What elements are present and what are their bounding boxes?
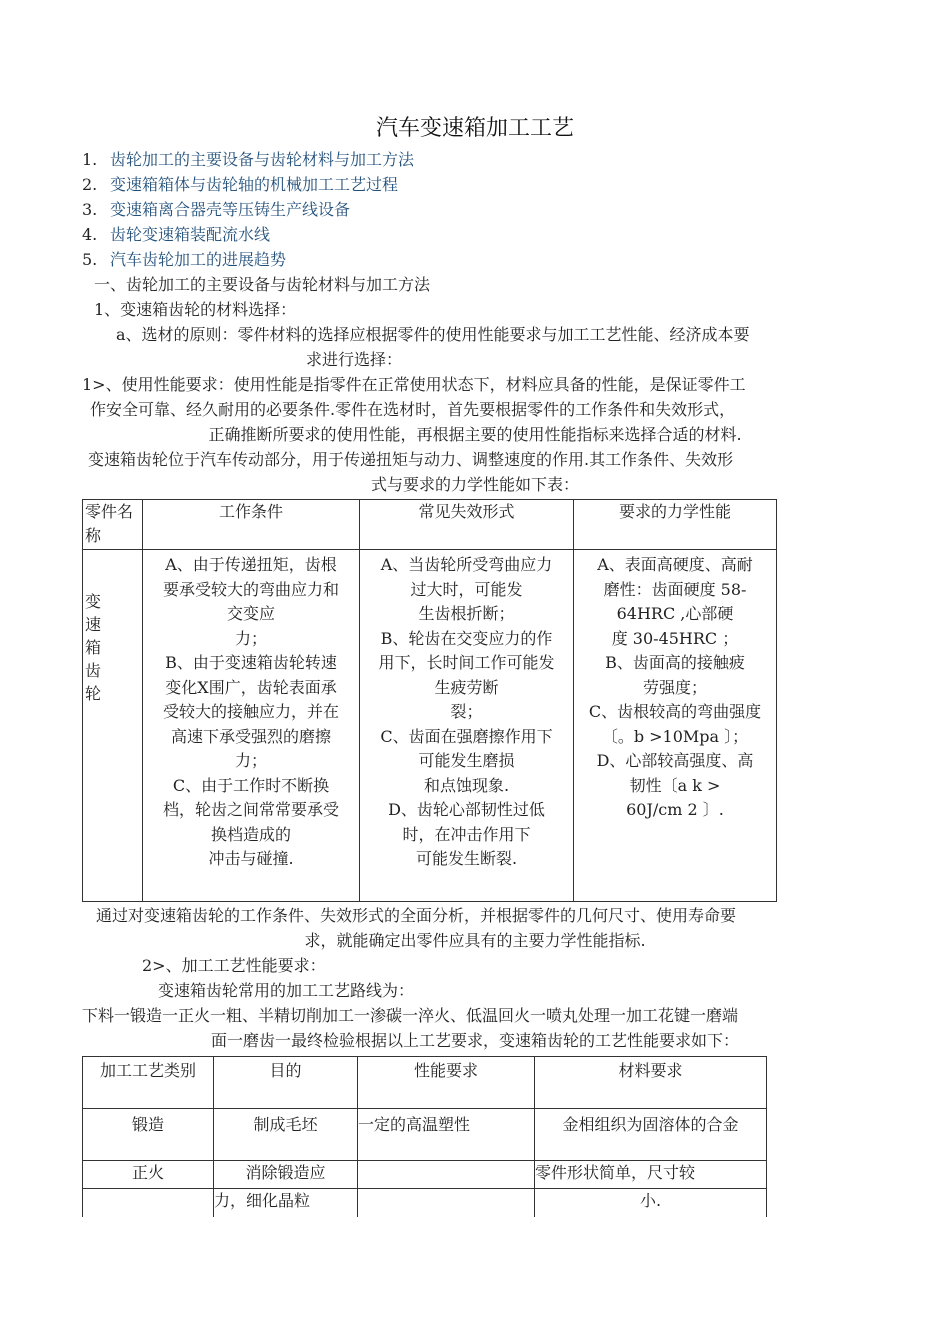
header-process-category: 加工工艺类别 [83,1057,214,1109]
cell-process-category: 锻造 [83,1109,214,1161]
header-performance: 性能要求 [358,1057,535,1109]
cell-material: 金相组织为固溶体的合金 [535,1109,767,1161]
table-header-row [83,1057,767,1109]
table-row [83,1189,767,1217]
table-row [83,550,777,902]
properties-cell: A、表面高硬度、高耐 磨性：齿面硬度 58- 64HRC ,心部硬 度 30-45HRC ； B、齿面高的接触疲 劳强度； C、齿根较高的弯曲强度 〔。b >10Mpa 〕； D、心部较高强度、高 韧性〔a k > 60J/cm 2 〕. [574,550,777,902]
cell-process-category [83,1189,214,1217]
toc-item[interactable]: 2. 变速箱箱体与齿轮轴的机械加工工艺过程 [82,175,399,194]
failures-cell: A、当齿轮所受弯曲应力 过大时，可能发 生齿根折断； B、轮齿在交变应力的作 用下，长时间工作可能发 生疲劳断 裂； C、齿面在强磨擦作用下 可能发生磨损 和点蚀现象. D、齿轮心部韧性过低 时，在冲击作用下 可能发生断裂. [360,550,574,902]
section-heading: 一、齿轮加工的主要设备与齿轮材料与加工方法 [94,275,431,294]
toc-item[interactable]: 3. 变速箱离合器壳等压铸生产线设备 [82,200,351,219]
header-material: 材料要求 [535,1057,767,1109]
part-name-vertical: 变 速 箱 齿 轮 [85,592,102,703]
process-requirements-table [82,1056,767,1217]
header-properties: 要求的力学性能 [574,500,777,550]
conditions-cell: A、由于传递扭矩，齿根 要承受较大的弯曲应力和 交变应 力； B、由于变速箱齿轮转速 变化X围广，齿轮表面承 受较大的接触应力，并在 高速下承受强烈的磨擦 力； C、由于工作时不断换 档，轮齿之间常常要承受 换档造成的 冲击与碰撞. [143,550,360,902]
cell-material: 小. [535,1189,767,1217]
cell-purpose: 力，细化晶粒 [214,1189,358,1217]
page-title: 汽车变速箱加工工艺 [375,116,574,141]
subsection-heading: 2>、加工工艺性能要求： [142,956,326,975]
header-purpose: 目的 [214,1057,358,1109]
paragraph-line: 变速箱齿轮常用的加工工艺路线为： [158,981,415,1000]
cell-performance: 一定的高温塑性 [358,1109,535,1161]
table-row [83,1161,767,1189]
process-route-line: 下料一锻造一正火一粗、半精切削加工一渗碳一淬火、低温回火一喷丸处理一加工花键一磨端 [82,1006,739,1025]
paragraph-line: 求进行选择： [306,350,403,369]
table-row [83,1109,767,1161]
cell-process-category: 正火 [83,1161,214,1189]
cell-performance [358,1189,535,1217]
paragraph-line: 正确推断所要求的使用性能，再根据主要的使用性能指标来选择合适的材料. [208,425,742,444]
paragraph-line: 变速箱齿轮位于汽车传动部分，用于传递扭矩与动力、调整速度的作用.其工作条件、失效形 [88,450,734,469]
paragraph-line: 1>、使用性能要求：使用性能是指零件在正常使用状态下，材料应具备的性能，是保证零件工 [82,375,746,394]
paragraph-line: a、选材的原则：零件材料的选择应根据零件的使用性能要求与加工工艺性能、经济成本要 [116,325,750,344]
paragraph-line: 通过对变速箱齿轮的工作条件、失效形式的全面分析，并根据零件的几何尺寸、使用寿命要 [96,906,737,925]
table-header-row [83,500,777,550]
cell-purpose: 消除锻造应 [214,1161,358,1189]
cell-purpose: 制成毛坯 [214,1109,358,1161]
paragraph-line: 求，就能确定出零件应具有的主要力学性能指标. [304,931,646,950]
toc-item[interactable]: 5. 汽车齿轮加工的进展趋势 [82,250,287,269]
cell-performance [358,1161,535,1189]
header-part-name: 零件名称 [83,500,143,550]
paragraph-line: 式与要求的力学性能如下表： [370,475,579,494]
process-route-line: 面一磨齿一最终检验根据以上工艺要求，变速箱齿轮的工艺性能要求如下： [210,1031,739,1050]
subsection-heading: 1、变速箱齿轮的材料选择： [94,300,297,319]
paragraph-line: 作安全可靠、经久耐用的必要条件.零件在选材时，首先要根据零件的工作条件和失效形式， [90,400,736,419]
toc-item[interactable]: 4. 齿轮变速箱装配流水线 [82,225,271,244]
header-failures: 常见失效形式 [360,500,574,550]
header-conditions: 工作条件 [143,500,360,550]
gear-properties-table [82,499,777,902]
part-name-cell [83,550,143,902]
cell-material: 零件形状简单，尺寸较 [535,1161,767,1189]
toc-item[interactable]: 1. 齿轮加工的主要设备与齿轮材料与加工方法 [82,150,415,169]
